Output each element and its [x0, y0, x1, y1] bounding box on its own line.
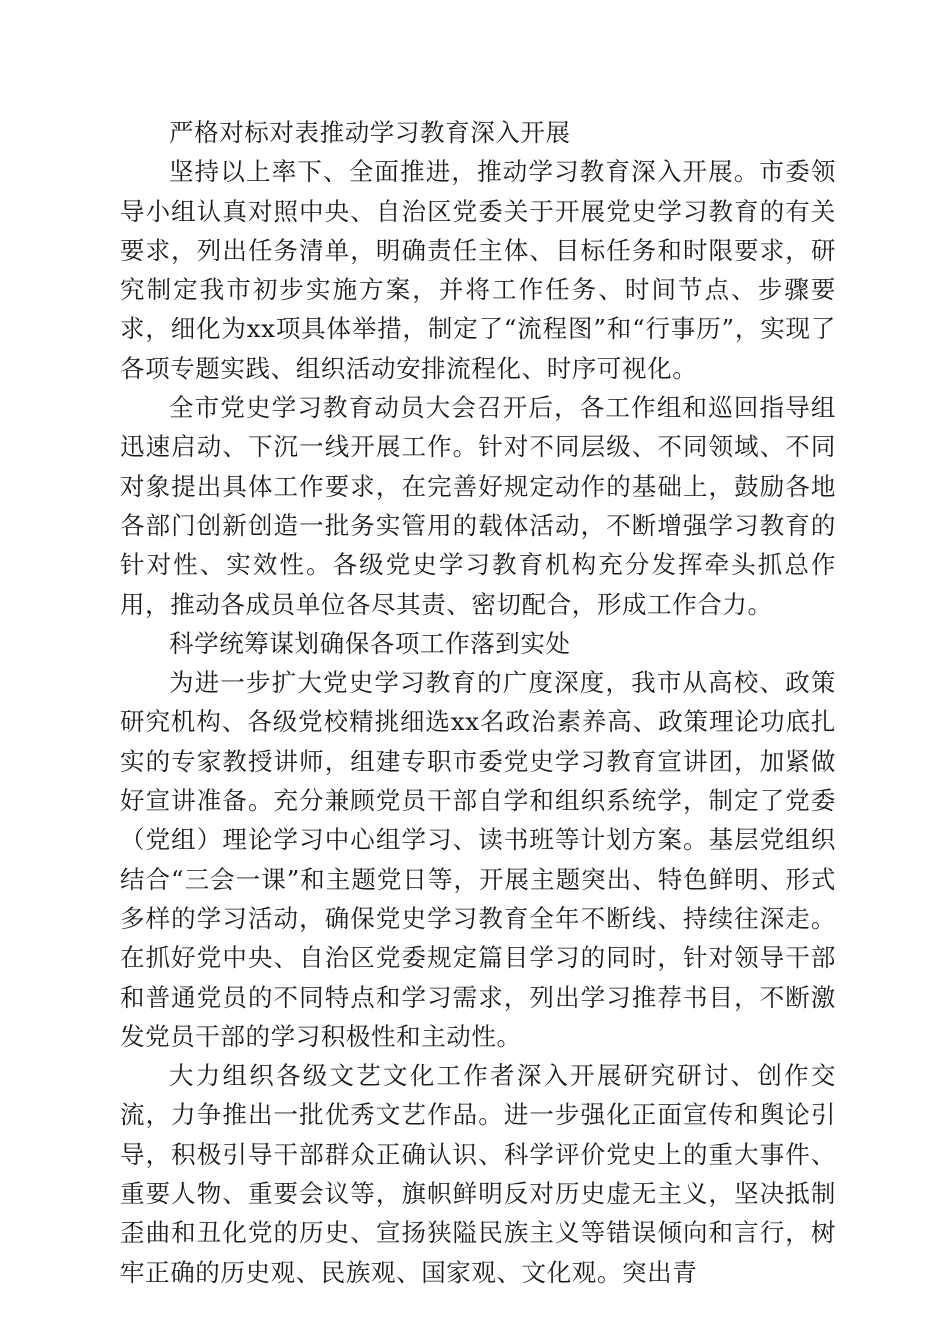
section-heading: 严格对标对表推动学习教育深入开展 — [169, 118, 571, 147]
body-paragraph: 坚持以上率下、全面推进，推动学习教育深入开展。市委领导小组认真对照中央、自治区党委关于开展党史学习教育的有关要求，列出任务清单，明确责任主体、目标任务和时限要求，研究制定我市初步实施方案，并将工作任务、时间节点、步骤要求，细化为xx项具体举措，制定了“流程图”和“行事历”，实现了各项专题实践、组织活动安排流程化、时序可视化。 — [120, 157, 836, 383]
document-body — [120, 113, 836, 1292]
body-paragraph: 大力组织各级文艺文化工作者深入开展研究研讨、创作交流，力争推出一批优秀文艺作品。进一步强化正面宣传和舆论引导，积极引导干部群众正确认识、科学评价党史上的重大事件、重要人物、重要会议等，旗帜鲜明反对历史虚无主义，坚决抵制歪曲和丑化党的历史、宣扬狭隘民族主义等错误倾向和言行，树牢正确的历史观、民族观、国家观、文化观。突出青 — [120, 1061, 836, 1287]
body-paragraph: 为进一步扩大党史学习教育的广度深度，我市从高校、政策研究机构、各级党校精挑细选xx名政治素养高、政策理论功底扎实的专家教授讲师，组建专职市委党史学习教育宣讲团，加紧做好宣讲准备。充分兼顾党员干部自学和组织系统学，制定了党委（党组）理论学习中心组学习、读书班等计划方案。基层党组织结合“三会一课”和主题党日等，开展主题突出、特色鲜明、形式多样的学习活动，确保党史学习教育全年不断线、持续往深走。在抓好党中央、自治区党委规定篇目学习的同时，针对领导干部和普通党员的不同特点和学习需求，列出学习推荐书目，不断激发党员干部的学习积极性和主动性。 — [120, 668, 836, 1051]
body-paragraph: 全市党史学习教育动员大会召开后，各工作组和巡回指导组迅速启动、下沉一线开展工作。针对不同层级、不同领域、不同对象提出具体工作要求，在完善好规定动作的基础上，鼓励各地各部门创新创造一批务实管用的载体活动，不断增强学习教育的针对性、实效性。各级党史学习教育机构充分发挥牵头抓总作用，推动各成员单位各尽其责、密切配合，形成工作合力。 — [120, 393, 836, 619]
section-heading: 科学统筹谋划确保各项工作落到实处 — [169, 628, 571, 658]
